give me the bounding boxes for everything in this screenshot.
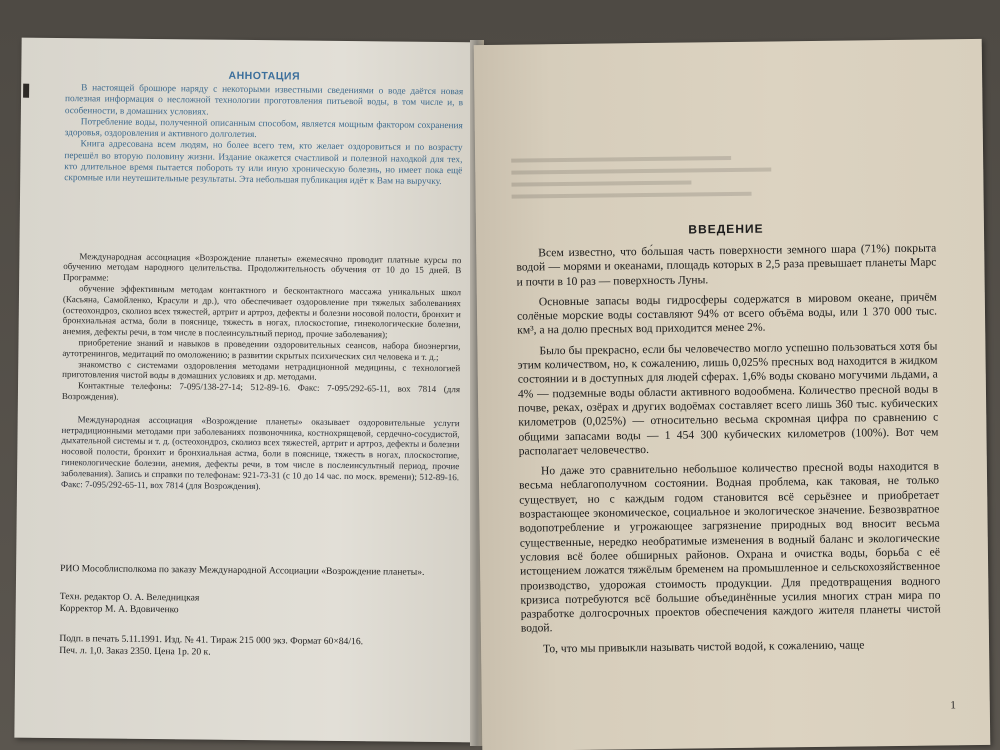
annotation-title: АННОТАЦИЯ (228, 69, 301, 83)
introduction-paragraph: Основные запасы воды гидросферы содержатся в мировом океане, причём солёные морские воды составляют 94% от всего объёма воды, или 1 370 000 тыс. км³, а на долю пресных вод приходится менее 2%. (516, 290, 938, 338)
association-paragraph: знакомство с системами оздоровления методами нетрадиционной медицины, с технологией приготовления чистой воды в домашних условиях и др. методами. (62, 358, 461, 383)
right-page (474, 39, 991, 750)
association-contacts: Контактные телефоны: 7-095/138-27-14; 512-89-16. Факс: 7-095/292-65-11, вох 7814 (для Возрождения). (61, 380, 461, 402)
publication-line: Печ. л. 1,0. Заказ 2350. Цена 1р. 20 к. (59, 645, 211, 658)
association-courses-block (62, 251, 462, 406)
introduction-paragraph: То, что мы привыкли называть чистой водой, к сожалению, чаще (543, 638, 865, 656)
proofreader: Корректор М. А. Вдовиченко (59, 603, 179, 616)
introduction-paragraph: Но даже это сравнительно небольшое количество пресной воды находится в весьма неблагополучном состоянии. Водная проблема, как таковая, не только существует, но с каждым годом становится всё серьёзнее и приобретает возрастающее экономическое, социальное и экологическое значение. Безвозвратное водопотребление и угрожающее загрязнение природных вод вносит весьма существенные, нередко необратимые изменения в водный баланс и экологические условия всё более обширных районов. Охрана и очистка воды, борьба с её истощением ложатся тяжёлым бременем на промышленное и сельскохозяйственное производство, удорожая стоимость продукции. Для предотвращения водного кризиса потребуются всё большие объединённые усилия многих стран мира по разработке долгосрочных проектов обеспечения каждого жителя планеты чистой водой. (519, 459, 941, 636)
left-page (14, 38, 481, 743)
introduction-paragraph: Было бы прекрасно, если бы человечество могло успешно пользоваться хотя бы этим количеством, но, к сожалению, лишь 0,025% пресных вод находится в жидком состоянии и в доступных для людей сферах. 1,6% воды сковано могучими льдами, а 4% — подземные воды области активного водообмена. Количество пресной воды в почве, реках, озёрах и других водоёмах составляет всего лишь 360 тыс. кубических километров (0,025%) — относительно весьма скромная цифра по сравнению с общими запасами воды — 1 454 300 кубических километров (100%). Вот чем располагает человечество. (517, 339, 939, 458)
association-paragraph: Международная ассоциация «Возрождение планеты» оказывает оздоровительные услуги нетрадиционными методами при заболеваниях позвоночника, костнохрящевой, сердечно-сосудистой, дыхательной системы и т. д. (остеохондроз, сколиоз всех тяжестей, артрит и артроз, дефекты и болезни носовой полости, бронхит и бронхиальная астма, боли в пояснице, тяжесть в ногах, плоскостопие, гинекологические болезни, анемия, дефекты речи, в том числе в послеинсультный период, прочие заболевания). Запись и справки по телефонам: 921-73-31 (с 10 до 14 час. по моск. времени); 512-89-16. Факс: 7-095/292-65-11, вох 7814 (для Возрождения). (60, 414, 460, 491)
association-services-block (61, 414, 460, 494)
rio-note-text: РИО Мособлисполкома по заказу Международной Ассоциации «Возрождение планеты». (60, 563, 425, 579)
tech-editor: Техн. редактор О. А. Веледницкая (59, 591, 200, 604)
publication-line: Подп. в печать 5.11.1991. Изд. № 41. Тираж 215 000 экз. Формат 60×84/16. (59, 633, 364, 648)
right-page-content (516, 219, 941, 662)
publication-info (59, 633, 457, 661)
association-paragraph: приобретение знаний и навыков в проведении оздоровительных сеансов, набора биоэнергии, аутотренингов, медитаций по омоложению; в развитии скрытых психических сил человека и т. д.; (62, 337, 461, 362)
annotation-paragraph: Книга адресована всем людям, но более всего тем, кто желает оздоровиться и по возрасту перешёл во вторую половину жизни. Издание окажется счастливой и полезной находкой для тех, кто длительное время пытается побороть ту или иную хроническую болезнь, но имеет пока ещё скромные или неутешительные результаты. Эта небольшая публикация идёт к Вам на выручку. (64, 139, 463, 188)
staple (23, 84, 29, 98)
annotation-paragraph: Потребление воды, полученной описанным способом, является мощным фактором сохранения здоровья, оздоровления и активного долголетия. (64, 117, 463, 141)
show-through-text (511, 151, 812, 215)
introduction-paragraph: Всем известно, что бо́льшая часть поверхности земного шара (71%) покрыта водой — морями и океанами, площадь которых в 2,5 раза превышает планеты Марс и почти в 10 раз — поверхность Луны. (516, 241, 937, 289)
annotation-text (64, 83, 463, 189)
introduction-title: ВВЕДЕНИЕ (688, 221, 764, 237)
annotation-paragraph: В настоящей брошюре наряду с некоторыми известными сведениями о воде даётся новая полезная информация о несложной технологии проготовления питьевой воды, в том числе и, в особенности, в домашних условиях. (64, 83, 464, 118)
rio-note (60, 563, 458, 579)
introduction-text (516, 241, 941, 656)
left-page-content (59, 68, 463, 661)
staff-credits (60, 591, 458, 619)
association-paragraph: Международная ассоциация «Возрождение планеты» ежемесячно проводит платные курсы по обучению методам народного целительства. Продолжительность обучения от 10 до 15 дней. В Программе: (63, 250, 462, 283)
page-number: 1 (950, 699, 956, 712)
association-paragraph: обучение эффективным методам контактного и бесконтактного массажа уникальных школ (Касьяна, Самойленко, Красули и др.), что обеспечивает оздоровление при тяжелых заболеваниях (остеохондроз, сколиоз всех тяжестей, артрит и артроз, дефекты и болезни носовой полости, бронхит и бронхиальная астма, боли в пояснице, тяжесть в ногах, плоскостопие, гинекологические болезни, анемия, дефекты речи, в том числе в послеинсультный период, прочие заболевания); (62, 283, 462, 340)
